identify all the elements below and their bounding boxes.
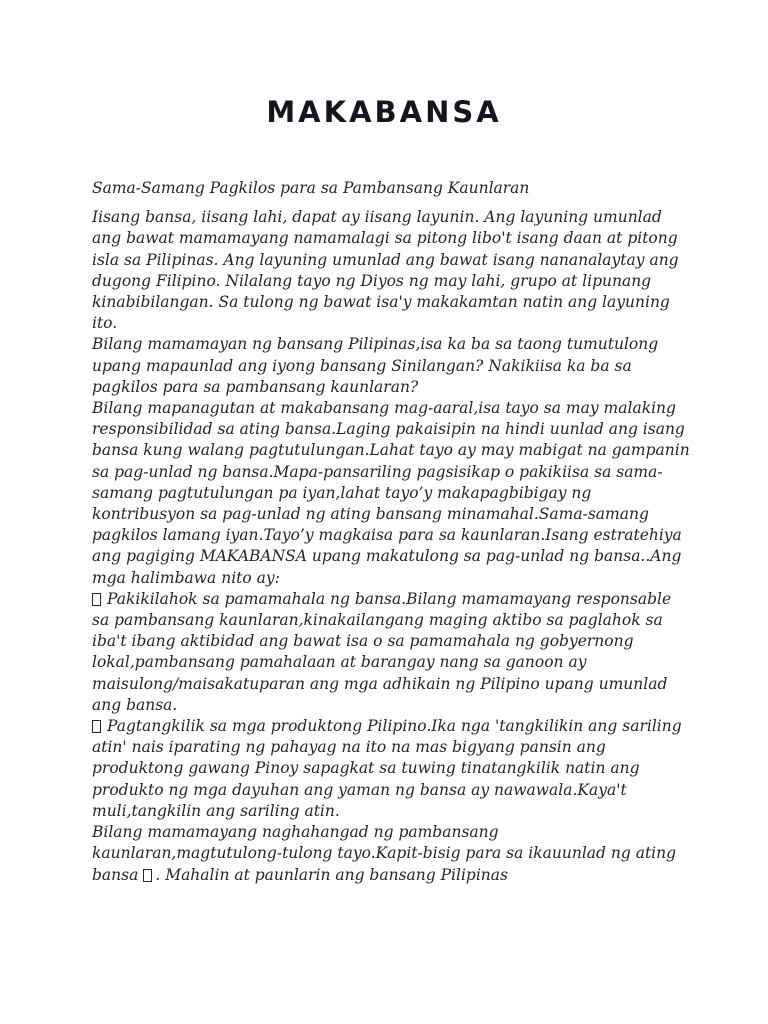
bullet-text: Pakikilahok sa pamamahala ng bansa.Bilang mamamayang responsable sa pambansang kaunlaran,kinakailangang maging aktibo sa paglahok sa iba't ibang aktibidad ang bawat isa o sa pamamahala ng gobyernong lokal,pambansang pamahalaan at barangay nang sa ganoon ay maisulong/maisakatuparan ang mga adhikain ng Pilipino upang umunlad ang bansa. — [92, 589, 672, 714]
bullet-item — [92, 716, 692, 822]
paragraph-closing — [92, 822, 692, 886]
document-title: MAKABANSA — [266, 95, 502, 129]
document-subtitle: Sama-Samang Pagkilos para sa Pambansang Kaunlaran — [92, 179, 530, 197]
paragraph-intro: Iisang bansa, iisang lahi, dapat ay iisang layunin. Ang layuning umunlad ang bawat mamamayang namamalagi sa pitong libo't isang daan at pitong isla sa Pilipinas. Ang layuning umunlad ang bawat isang nananalaytay ang dugong Filipino. Nilalang tayo ng Diyos ng may lahi, grupo at lipunang kinabibilangan. Sa tulong ng bawat isa'y makakamtan natin ang layuning ito. — [92, 208, 679, 333]
document-body — [92, 178, 692, 886]
closing-text-part2: . Mahalin at paunlarin ang bansang Pilipinas — [155, 865, 508, 884]
bullet-item — [92, 589, 692, 716]
missing-glyph-icon — [143, 869, 152, 882]
bullet-text: Pagtangkilik sa mga produktong Pilipino.Ika nga 'tangkilikin ang sariling atin' nais iparating ng pahayag na ito na mas bigyang pansin ang produktong gawang Pinoy sapagkat sa tuwing tinatangkilik natin ang produkto ng mga dayuhan ang yaman ng bansa ay nawawala.Kaya't muli,tangkilin ang sariling atin. — [92, 717, 682, 820]
closing-text-part1: Bilang mamamayang naghahangad ng pambansang kaunlaran,magtutulong-tulong tayo.Kapit-bisig para sa ikauunlad ng ating bansa — [92, 823, 677, 884]
paragraph-responsibility: Bilang mapanagutan at makabansang mag-aaral,isa tayo sa may malaking responsibilidad sa ating bansa.Laging pakaisipin na hindi uunlad ang isang bansa kung walang pagtutulungan.Lahat tayo ay may mabigat na gampanin sa pag-unlad ng bansa.Mapa-pansariling pagsisikap o pakikiisa sa sama-samang pagtutulungan pa iyan,lahat tayo’y makapagbibigay ng kontribusyon sa pag-unlad ng ating bansang minamahal.Sama-samang pagkilos lamang iyan.Tayo’y magkaisa para sa kaunlaran.Isang estratehiya ang pagiging MAKABANSA upang makatulong sa pag-unlad ng bansa..Ang mga halimbawa nito ay: — [92, 399, 690, 587]
bullet-glyph-icon — [92, 720, 101, 733]
paragraph-question: Bilang mamamayan ng bansang Pilipinas,isa ka ba sa taong tumutulong upang mapaunlad ang iyong bansang Sinilangan? Nakikiisa ka ba sa pagkilos para sa pambansang kaunlaran? — [92, 335, 659, 396]
bullet-glyph-icon — [92, 593, 101, 606]
